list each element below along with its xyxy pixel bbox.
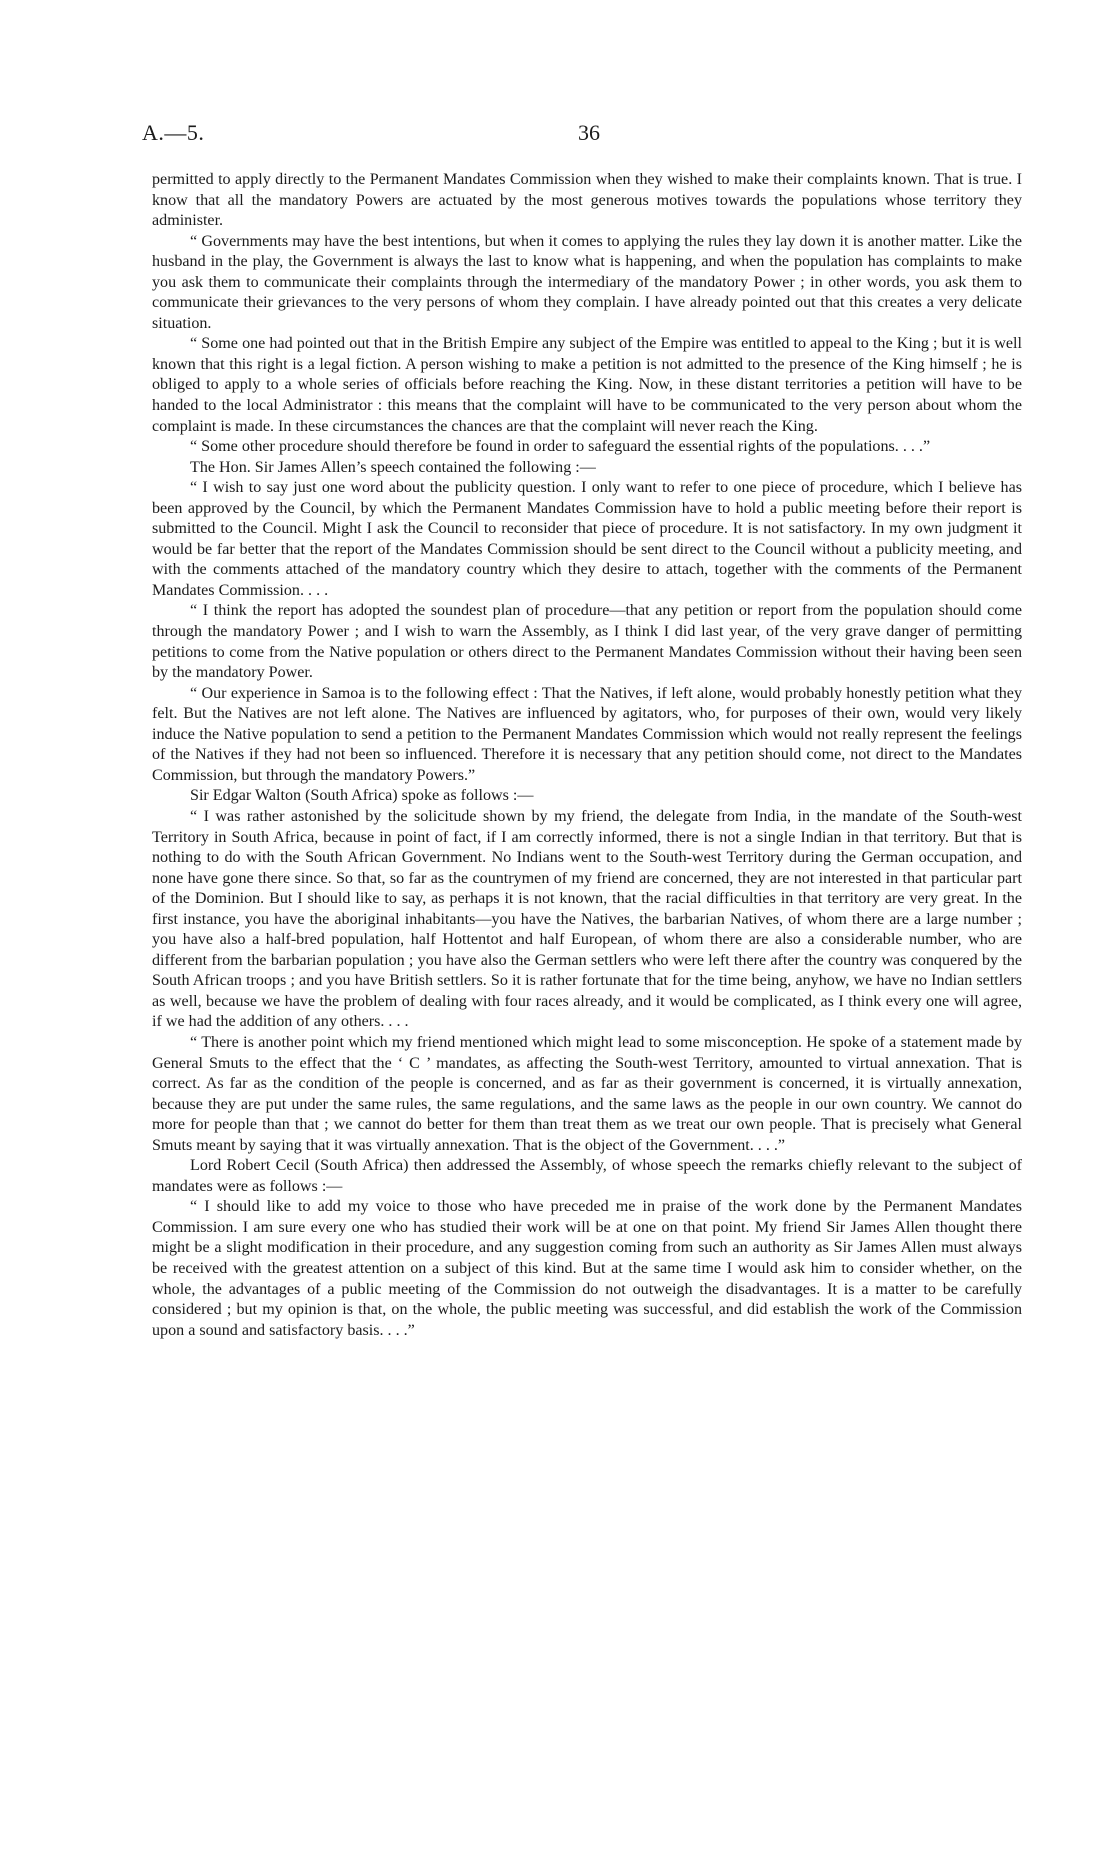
paragraph-continuation: permitted to apply directly to the Permanent Mandates Commission when they wished to make their complaints known. That is true. I know that all the mandatory Powers are actuated by the most generous motives towards the populations whose territory they administer. xyxy=(152,171,1022,230)
page-number: 36 xyxy=(578,120,600,145)
body-text xyxy=(152,170,1022,1341)
paragraph: “ I wish to say just one word about the publicity question. I only want to refer to one piece of procedure, which I believe has been approved by the Council, by which the Permanent Mandates Commission have to hold a public meeting before their report is submitted to the Council. Might I ask the Council to reconsider that piece of procedure. It is not satisfactory. In my own judgment it would be far better that the report of the Mandates Commission should be sent direct to the Council without a publicity meeting, and with the comments attached of the mandatory country which they desire to attach, together with the comments of the Permanent Mandates Commission. . . . xyxy=(152,479,1022,599)
paragraph: “ Governments may have the best intentions, but when it comes to applying the rules they lay down it is another matter. Like the husband in the play, the Government is always the last to know what is happening, and when the population has complaints to make you ask them to communicate their complaints through the intermediary of the mandatory Power ; in other words, you ask them to communicate their grievances to the very persons of whom they complain. I have already pointed out that this creates a very delicate situation. xyxy=(152,232,1022,332)
paragraph: “ I think the report has adopted the soundest plan of procedure—that any petition or report from the population should come through the mandatory Power ; and I wish to warn the Assembly, as I think I did last year, of the very grave danger of permitting petitions to come from the Native population or others direct to the Permanent Mandates Commission without their having been seen by the mandatory Power. xyxy=(152,602,1022,682)
paragraph: “ There is another point which my friend mentioned which might lead to some misconception. He spoke of a statement made by General Smuts to the effect that the ‘ C ’ mandates, as affecting the South-west Territory, amounted to virtual annexation. That is correct. As far as the condition of the people is concerned, and as far as their government is concerned, it is virtually annexation, because they are put under the same rules, the same regulations, and the same laws as the people in our own country. We cannot do more for people than that ; we cannot do better for them than treat them as we treat our own people. That is precisely what General Smuts meant by saying that it was virtually annexation. That is the object of the Government. . . .” xyxy=(152,1033,1022,1154)
paragraph: Sir Edgar Walton (South Africa) spoke as follows :— xyxy=(190,787,534,805)
paragraph: “ I should like to add my voice to those who have preceded me in praise of the work done by the Permanent Mandates Commission. I am sure every one who has studied their work will be at one on that point. My friend Sir James Allen thought there might be a slight modification in their procedure, and any suggestion coming from such an authority as Sir James Allen must always be received with the greatest attention on a subject of this kind. But at the same time I would ask him to consider whether, on the whole, the advantages of a public meeting of the Commission do not outweigh the disadvantages. It is a matter to be carefully considered ; but my opinion is that, on the whole, the public meeting was successful, and did establish the work of the Commission upon a sound and satisfactory basis. . . .” xyxy=(152,1198,1022,1339)
page-header xyxy=(142,120,1012,150)
document-reference: A.—5. xyxy=(142,120,205,145)
paragraph: The Hon. Sir James Allen’s speech contained the following :— xyxy=(190,458,596,476)
paragraph: “ Some other procedure should therefore be found in order to safeguard the essential rights of the populations. . . .” xyxy=(190,438,931,456)
paragraph: Lord Robert Cecil (South Africa) then addressed the Assembly, of whose speech the remarks chiefly relevant to the subject of mandates were as follows :— xyxy=(152,1157,1022,1195)
paragraph: “ Our experience in Samoa is to the following effect : That the Natives, if left alone, would probably honestly petition what they felt. But the Natives are not left alone. The Natives are influenced by agitators, who, for purposes of their own, would very likely induce the Native population to send a petition to the Permanent Mandates Commission which would not really represent the feelings of the Natives if they had not been so influenced. Therefore it is necessary that any petition should come, not direct to the Mandates Commission, but through the mandatory Powers.” xyxy=(152,684,1022,784)
paragraph: “ I was rather astonished by the solicitude shown by my friend, the delegate from India, in the mandate of the South-west Territory in South Africa, because in point of fact, if I am correctly informed, there is not a single Indian in that territory. But that is nothing to do with the South African Government. No Indians went to the South-west Territory during the German occupation, and none have gone there since. So that, so far as the countrymen of my friend are concerned, they are not interested in that particular part of the Dominion. But I should like to say, as perhaps it is not known, that the racial difficulties in that territory are very great. In the first instance, you have the aboriginal inhabitants—you have the Natives, the barbarian Natives, of whom there are a large number ; you have also a half-bred population, half Hottentot and half European, of whom there are also a considerable number, who are different from the barbarian population ; you have also the German settlers who were left there after the country was conquered by the South African troops ; and you have British settlers. So it is rather fortunate that for the time being, anyhow, we have no Indian settlers as well, because we have the problem of dealing with four races already, and it would be complicated, as I think every one will agree, if we had the addition of any others. . . . xyxy=(152,807,1022,1031)
paragraph: “ Some one had pointed out that in the British Empire any subject of the Empire was entitled to appeal to the King ; but it is well known that this right is a legal fiction. A person wishing to make a petition is not admitted to the presence of the King himself ; he is obliged to apply to a whole series of officials before reaching the King. Now, in these distant territories a petition will have to be handed to the local Administrator : this means that the complaint will have to be communicated to the very person about whom the complaint is made. In these circumstances the chances are that the complaint will never reach the King. xyxy=(152,335,1022,435)
